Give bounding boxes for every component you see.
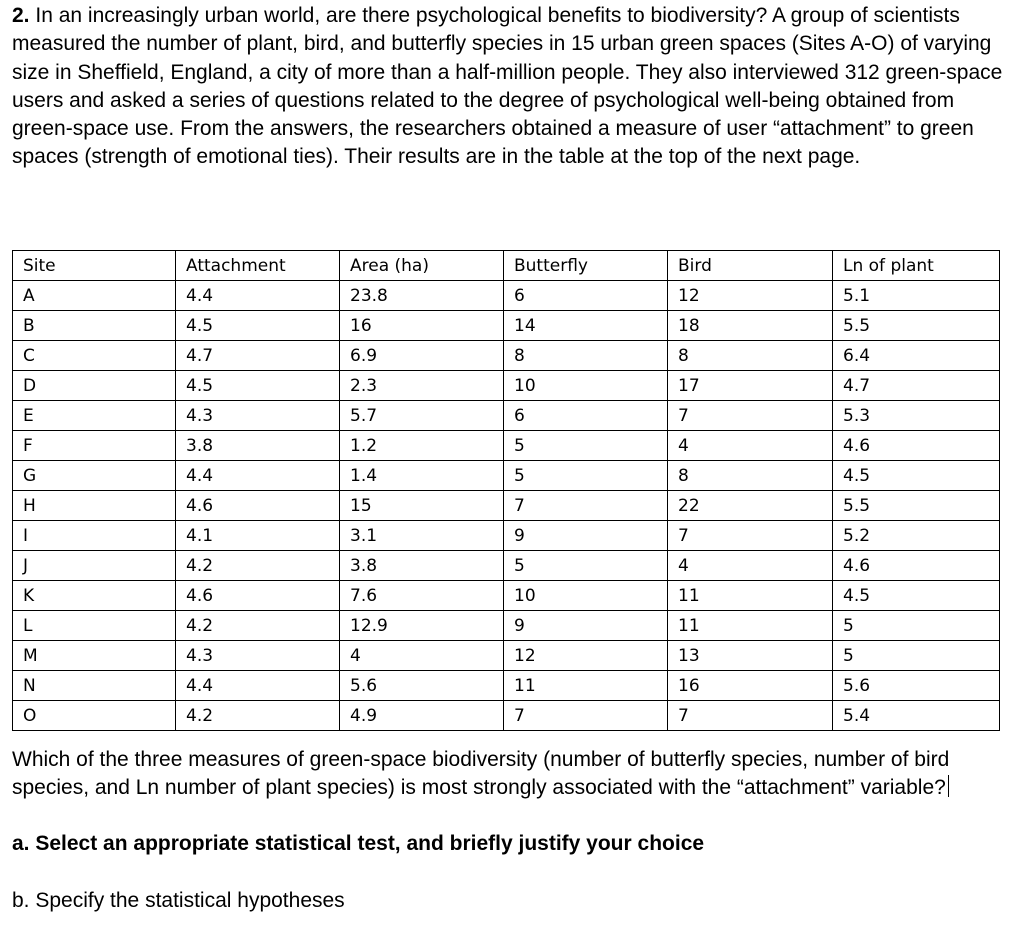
table-cell: 5.2 [833, 521, 1000, 551]
table-cell: 5.6 [340, 671, 504, 701]
table-cell: 3.8 [176, 431, 340, 461]
table-cell: 4.1 [176, 521, 340, 551]
problem-intro [12, 2, 1012, 172]
table-cell: 4.5 [176, 311, 340, 341]
table-row [13, 281, 1000, 311]
table-cell: 7 [504, 491, 668, 521]
header-ln-plant: Ln of plant [833, 251, 1000, 281]
table-cell: 4.6 [833, 551, 1000, 581]
table-cell: 4 [668, 431, 833, 461]
table-cell: 3.8 [340, 551, 504, 581]
data-table [12, 250, 1000, 731]
table-row [13, 491, 1000, 521]
table-cell: 4 [668, 551, 833, 581]
table-row [13, 701, 1000, 731]
table-cell: 8 [504, 341, 668, 371]
table-cell: 16 [668, 671, 833, 701]
table-cell: 4.6 [176, 581, 340, 611]
table-cell: 10 [504, 371, 668, 401]
table-cell: 5 [504, 551, 668, 581]
table-cell: D [13, 371, 176, 401]
table-cell: 4.4 [176, 461, 340, 491]
table-cell: 16 [340, 311, 504, 341]
question-text [12, 746, 1012, 802]
problem-text: In an increasingly urban world, are there psychological benefits to biodiversity? A group of scientists measured the number of plant, bird, and butterfly species in 15 urban green spaces (Sites A-O) of varying size in Sheffield, England, a city of more than a half-million people. They also interviewed 312 green-space users and asked a series of questions related to the degree of psychological well-being obtained from green-space use. From the answers, the researchers obtained a measure of user “attachment” to green spaces (strength of emotional ties). Their results are in the table at the top of the next page. [12, 4, 1003, 169]
table-cell: 4.5 [176, 371, 340, 401]
table-cell: M [13, 641, 176, 671]
table-cell: 3.1 [340, 521, 504, 551]
table-cell: 14 [504, 311, 668, 341]
table-cell: 2.3 [340, 371, 504, 401]
table-cell: 11 [668, 581, 833, 611]
table-cell: 23.8 [340, 281, 504, 311]
table-cell: 7.6 [340, 581, 504, 611]
table-cell: 4.5 [833, 581, 1000, 611]
table-cell: 6 [504, 281, 668, 311]
table-cell: 1.4 [340, 461, 504, 491]
table-cell: 17 [668, 371, 833, 401]
question-body: Which of the three measures of green-space biodiversity (number of butterfly species, number of bird species, and Ln number of plant species) is most strongly associated with the “attachment” variable? [12, 748, 950, 799]
table-row [13, 371, 1000, 401]
table-cell: H [13, 491, 176, 521]
table-cell: 18 [668, 311, 833, 341]
table-cell: 5 [833, 641, 1000, 671]
table-row [13, 401, 1000, 431]
table-cell: 11 [504, 671, 668, 701]
table-cell: 4.2 [176, 551, 340, 581]
table-cell: 6.9 [340, 341, 504, 371]
table-row [13, 551, 1000, 581]
header-site: Site [13, 251, 176, 281]
table-cell: 7 [504, 701, 668, 731]
table-cell: 5 [833, 611, 1000, 641]
table-cell: 4 [340, 641, 504, 671]
table-cell: 4.4 [176, 671, 340, 701]
table-cell: 7 [668, 701, 833, 731]
table-cell: I [13, 521, 176, 551]
part-a: a. Select an appropriate statistical test, and briefly justify your choice [12, 832, 705, 855]
table-cell: 9 [504, 521, 668, 551]
table-cell: 5.5 [833, 311, 1000, 341]
table-cell: 4.6 [833, 431, 1000, 461]
table-cell: 11 [668, 611, 833, 641]
table-cell: 13 [668, 641, 833, 671]
table-header-row [13, 251, 1000, 281]
table-row [13, 641, 1000, 671]
table-cell: 4.3 [176, 641, 340, 671]
table-row [13, 611, 1000, 641]
table-cell: 12 [668, 281, 833, 311]
table-cell: 8 [668, 341, 833, 371]
table-cell: 5.1 [833, 281, 1000, 311]
header-area: Area (ha) [340, 251, 504, 281]
table-cell: O [13, 701, 176, 731]
text-cursor [948, 775, 949, 797]
table-cell: 4.5 [833, 461, 1000, 491]
header-butterfly: Butterfly [504, 251, 668, 281]
table-cell: 9 [504, 611, 668, 641]
table-cell: 5.3 [833, 401, 1000, 431]
problem-number: 2. [12, 4, 30, 27]
table-cell: C [13, 341, 176, 371]
table-cell: 5.6 [833, 671, 1000, 701]
table-cell: J [13, 551, 176, 581]
table-cell: N [13, 671, 176, 701]
table-row [13, 581, 1000, 611]
table-cell: F [13, 431, 176, 461]
part-b: b. Specify the statistical hypotheses [12, 889, 345, 912]
table-cell: 5 [504, 431, 668, 461]
table-cell: 5 [504, 461, 668, 491]
table-cell: G [13, 461, 176, 491]
table-cell: 12 [504, 641, 668, 671]
table-cell: 4.9 [340, 701, 504, 731]
table-cell: 4.2 [176, 611, 340, 641]
table-row [13, 341, 1000, 371]
table-cell: K [13, 581, 176, 611]
table-cell: 15 [340, 491, 504, 521]
table-cell: 8 [668, 461, 833, 491]
table-cell: 5.7 [340, 401, 504, 431]
header-attachment: Attachment [176, 251, 340, 281]
table-cell: E [13, 401, 176, 431]
table-cell: B [13, 311, 176, 341]
table-cell: 12.9 [340, 611, 504, 641]
table-cell: 4.4 [176, 281, 340, 311]
header-bird: Bird [668, 251, 833, 281]
table-cell: 4.7 [176, 341, 340, 371]
table-cell: 6.4 [833, 341, 1000, 371]
table-cell: 4.3 [176, 401, 340, 431]
table-cell: A [13, 281, 176, 311]
table-cell: 5.5 [833, 491, 1000, 521]
table-cell: 7 [668, 401, 833, 431]
table-row [13, 311, 1000, 341]
table-cell: 6 [504, 401, 668, 431]
table-cell: 1.2 [340, 431, 504, 461]
table-cell: 10 [504, 581, 668, 611]
table-cell: 4.6 [176, 491, 340, 521]
table-row [13, 671, 1000, 701]
table-cell: 5.4 [833, 701, 1000, 731]
table-cell: 7 [668, 521, 833, 551]
table-row [13, 521, 1000, 551]
table-row [13, 431, 1000, 461]
table-cell: 4.2 [176, 701, 340, 731]
table-cell: 22 [668, 491, 833, 521]
table-cell: L [13, 611, 176, 641]
table-row [13, 461, 1000, 491]
table-cell: 4.7 [833, 371, 1000, 401]
